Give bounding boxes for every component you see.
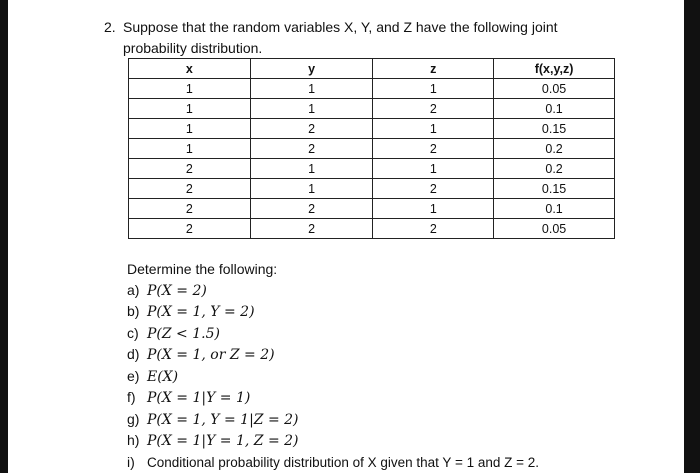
- cell-y: 1: [250, 179, 373, 199]
- question-letter: a): [127, 281, 140, 298]
- cell-z: 2: [373, 99, 494, 119]
- question-list: [127, 259, 539, 473]
- cell-y: 1: [250, 79, 373, 99]
- table-row: [129, 79, 615, 99]
- cell-x: 1: [129, 119, 251, 139]
- question-expression: E(X): [147, 368, 179, 385]
- cell-z: 1: [373, 119, 494, 139]
- question-item-b: [127, 301, 539, 323]
- question-expression: P(X = 1, or Z = 2): [147, 347, 275, 363]
- question-expression: P(X = 1, Y = 2): [147, 304, 255, 320]
- cell-z: 2: [373, 179, 494, 199]
- cell-z: 1: [373, 159, 494, 179]
- cell-x: 2: [129, 199, 251, 219]
- table-row: [129, 219, 615, 239]
- question-expression: P(X = 1|Y = 1, Z = 2): [147, 433, 299, 449]
- question-item-i: [127, 452, 539, 473]
- cell-y: 2: [250, 119, 373, 139]
- table-row: [129, 119, 615, 139]
- question-text: Conditional probability distribution of X given that Y = 1 and Z = 2.: [147, 454, 540, 470]
- cell-probability: 0.05: [494, 219, 615, 239]
- problem-number: 2.: [104, 19, 116, 35]
- problem-text: Suppose that the random variables X, Y, and Z have the following joint probability distribution.: [123, 19, 558, 56]
- question-letter: e): [127, 367, 140, 384]
- cell-x: 2: [129, 219, 251, 239]
- question-letter: d): [127, 346, 140, 362]
- cell-z: 1: [373, 199, 494, 219]
- cell-x: 1: [129, 139, 251, 159]
- cell-z: 1: [373, 79, 494, 99]
- cell-probability: 0.05: [494, 79, 615, 99]
- table-row: [129, 139, 615, 159]
- cell-probability: 0.1: [494, 199, 615, 219]
- question-item-d: [127, 344, 539, 366]
- joint-distribution-table: [128, 58, 615, 239]
- header-y: y: [250, 59, 373, 79]
- question-expression: P(X = 2): [147, 282, 207, 299]
- cell-z: 2: [373, 219, 494, 239]
- document-page: [8, 0, 684, 473]
- cell-y: 1: [250, 159, 373, 179]
- question-letter: f): [127, 389, 136, 405]
- table-row: [129, 159, 615, 179]
- question-item-c: [127, 323, 539, 345]
- cell-probability: 0.2: [494, 159, 615, 179]
- cell-probability: 0.15: [494, 179, 615, 199]
- question-item-a: [127, 280, 539, 302]
- question-expression: P(X = 1|Y = 1): [147, 390, 251, 406]
- table-row: [129, 99, 615, 119]
- question-letter: b): [127, 303, 140, 319]
- header-x: x: [129, 59, 251, 79]
- cell-z: 2: [373, 139, 494, 159]
- problem-statement: [104, 17, 604, 59]
- table-header-row: [129, 59, 615, 79]
- question-letter: i): [127, 453, 135, 470]
- cell-y: 2: [250, 199, 373, 219]
- question-letter: g): [127, 410, 140, 427]
- header-probability: f(x,y,z): [494, 59, 615, 79]
- question-item-g: [127, 409, 539, 431]
- cell-y: 1: [250, 99, 373, 119]
- question-item-f: [127, 387, 539, 409]
- cell-x: 2: [129, 159, 251, 179]
- questions-intro: Determine the following:: [127, 261, 278, 277]
- cell-x: 2: [129, 179, 251, 199]
- cell-x: 1: [129, 99, 251, 119]
- cell-x: 1: [129, 79, 251, 99]
- cell-y: 2: [250, 139, 373, 159]
- table-row: [129, 179, 615, 199]
- question-expression: P(Z < 1.5): [147, 325, 220, 342]
- question-item-h: [127, 430, 539, 452]
- cell-y: 2: [250, 219, 373, 239]
- question-item-e: [127, 366, 539, 388]
- header-z: z: [373, 59, 494, 79]
- cell-probability: 0.1: [494, 99, 615, 119]
- cell-probability: 0.15: [494, 119, 615, 139]
- question-expression: P(X = 1, Y = 1|Z = 2): [147, 411, 299, 428]
- cell-probability: 0.2: [494, 139, 615, 159]
- table-row: [129, 199, 615, 219]
- question-letter: c): [127, 324, 139, 341]
- question-letter: h): [127, 432, 140, 448]
